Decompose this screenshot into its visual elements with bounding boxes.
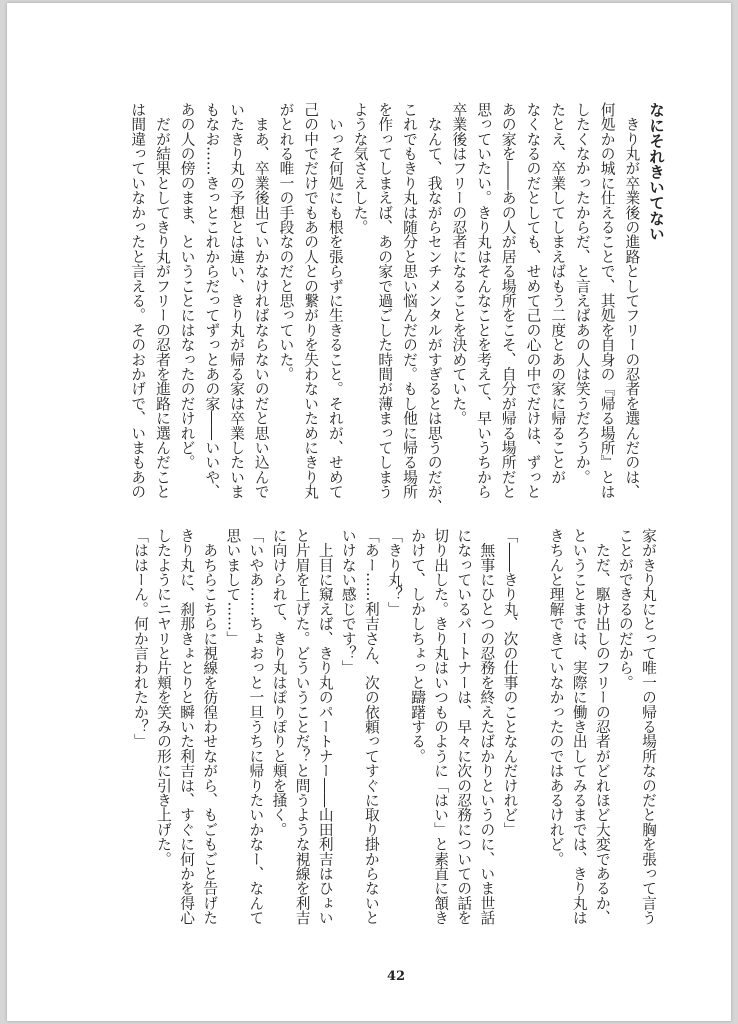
text-line: になっているパートナーは、早々に次の忍務についての話を — [455, 528, 473, 925]
chapter-title: なにそれきいてない — [647, 102, 665, 242]
text-line: を作ってしまえば、あの家で過ごした時間が薄まってしまう — [376, 102, 394, 499]
text-line: だが結果としてきり丸がフリーの忍者を進路に選んだこと — [153, 102, 171, 499]
text-line: 「ははーん。何か言われたか？」 — [131, 528, 149, 749]
text-line: きちんと理解できていなかったのではあるけれど。 — [547, 528, 565, 867]
text-line: いっそ何処にも根を張らずに生きること。それが、せめて — [326, 102, 344, 499]
text-line: に向けられて、きり丸はぽりぽりと頬を掻く。 — [270, 528, 288, 837]
text-line: したくなかったからだ、と言えばあの人は笑うだろうか。 — [573, 102, 591, 485]
text-line: 己の中でだけでもあの人との繋がりを失わないためにきり丸 — [302, 102, 320, 499]
text-line: がとれる唯一の手段なのだと思っていた。 — [277, 102, 295, 382]
text-line: 無事にひとつの忍務を終えたばかりというのに、いま世話 — [478, 528, 496, 925]
text-line: 切り出した。きり丸はいつものように「はい」と素直に頷き — [432, 528, 450, 925]
text-line: もなお……きっとこれからだってずっとあの家――いいや、 — [203, 102, 221, 499]
text-line: 家がきり丸にとって唯一の帰る場所なのだと胸を張って言う — [640, 528, 657, 925]
text-line: 何処かの城に仕えることで、其処を自身の『帰る場所』とは — [598, 102, 616, 499]
text-line: あちらこちらに視線を彷徨わせながら、もごもごと告げた — [201, 528, 219, 925]
text-line: いたきり丸の予想とは違い、きり丸が帰る家は卒業したいま — [228, 102, 246, 499]
text-line: これでもきり丸は随分と思い悩んだのだ。もし他に帰る場所 — [400, 102, 418, 499]
text-line: 「あー……利吉さん、次の依頼ってすぐに取り掛からないと — [362, 528, 380, 925]
text-line: 卒業後はフリーの忍者になることを決めていた。 — [450, 102, 468, 426]
text-line: 「いやあ……ちょおっと一旦うちに帰りたいかなー、なんて — [247, 528, 265, 925]
text-line — [521, 528, 544, 938]
text-line: 「――きり丸、次の仕事のことなんだけれど」 — [501, 528, 519, 837]
text-line: ような気さえした。 — [351, 102, 369, 235]
upper-text-block — [125, 102, 668, 512]
text-line: ということまでは、実際に働き出してみるまでは、きり丸は — [570, 528, 588, 925]
lower-text-block — [129, 528, 660, 938]
text-line: なんて、我ながらセンチメンタルがすぎるとは思うのだが、 — [425, 102, 443, 514]
text-line: かけて、しかしちょっと躊躇する。 — [409, 528, 427, 764]
text-line: まあ、卒業後出ていかなければならないのだと思い込んで — [252, 102, 270, 499]
text-line: なくなるのだとしても、せめて己の心の中でだけは、ずっと — [524, 102, 542, 499]
text-line: と片眉を上げた。どういうことだ？と問うような視線を利吉 — [293, 528, 311, 925]
text-line: きり丸に、刹那きょとりと瞬いた利吉は、すぐに何かを得心 — [178, 528, 196, 925]
text-line: ことができるのだから。 — [616, 528, 634, 690]
text-line: ただ、駆け出しのフリーの忍者がどれほど大変であるか、 — [593, 528, 611, 925]
text-line: あの人の傍のまま、ということにはなったのだけれど。 — [178, 102, 196, 470]
text-line: は間違っていなかったと言える。そのおかげで、いまもあの — [129, 102, 147, 499]
text-line: したようにニヤリと片頬を笑みの形に引き上げた。 — [155, 528, 173, 867]
text-line: いけない感じです？」 — [339, 528, 357, 675]
text-line: たとえ、卒業してしまえばもう二度とあの家に帰ることが — [549, 102, 567, 485]
page-number: 42 — [387, 969, 406, 984]
text-line: きり丸が卒業後の進路としてフリーの忍者を選んだのは、 — [623, 102, 641, 499]
text-line: あの家を――あの人が居る場所をこそ、自分が帰る場所だと — [499, 102, 517, 499]
text-line: 上目に窺えば、きり丸のパートナー――山田利吉はひょい — [316, 528, 334, 925]
document-page — [7, 3, 731, 1021]
text-line: 思っていたい。きり丸はそんなことを考えて、早いうちから — [475, 102, 493, 499]
text-line: 「きり丸？」 — [385, 528, 403, 617]
text-line: 思いまして……」 — [224, 528, 242, 646]
